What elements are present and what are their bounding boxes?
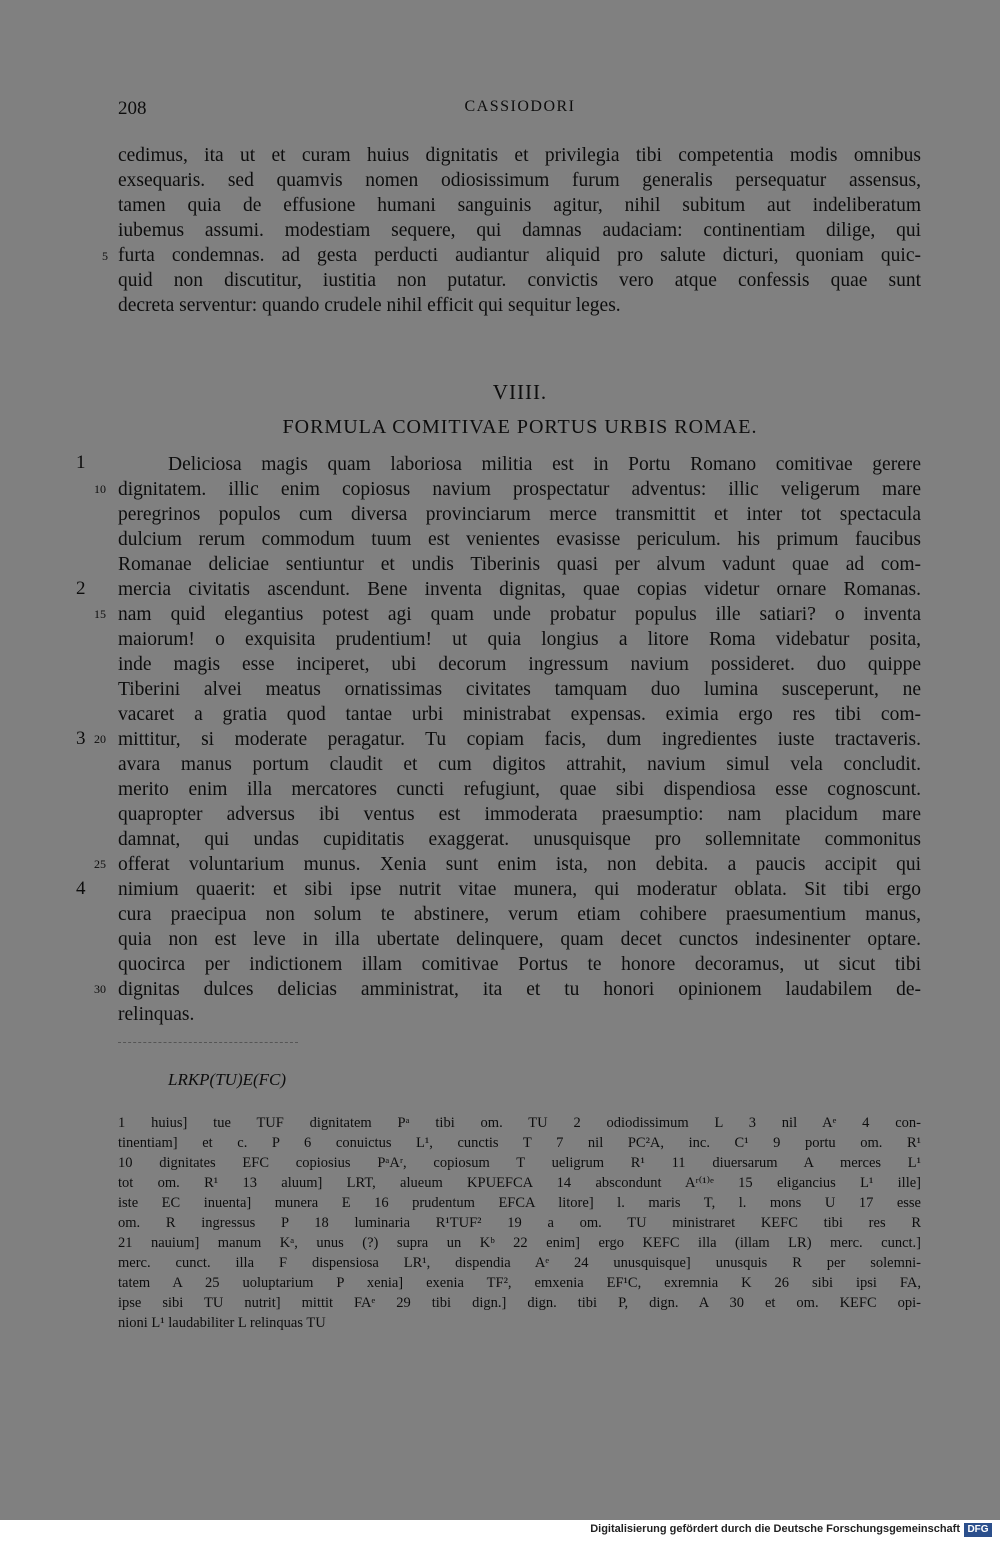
text-line: merito enim illa mercatores cuncti refugiunt, quae sibi dispendiosa esse cognoscunt. bbox=[118, 779, 921, 800]
paragraph-number: 3 bbox=[76, 728, 86, 749]
text-line: exsequaris. sed quamvis nomen odiosissimum furum generalis persequatur assensus, bbox=[118, 170, 921, 191]
text-line: tamen quia de effusione humani sanguinis agitur, nihil subitum aut indeliberatum bbox=[118, 195, 921, 216]
apparatus-line: iste EC inuenta] munera E 16 prudentum EFCA litore] l. maris T, l. mons U 17 esse bbox=[118, 1195, 921, 1211]
text-line: damnat, qui undas cupiditatis exaggerat. unusquisque pro sollemnitate commonitus bbox=[118, 829, 921, 850]
text-line: maiorum! o exquisita prudentium! ut quia longius a litore Roma videbatur posita, bbox=[118, 629, 921, 650]
text-line: offerat voluntarium munus. Xenia sunt enim ista, non debita. a paucis accipit qui bbox=[118, 854, 921, 875]
text-line: nimium quaerit: et sibi ipse nutrit vitae munera, qui moderatur oblata. Sit tibi ergo bbox=[118, 879, 921, 900]
text-line: iubemus assumi. modestiam sequere, qui damnas audaciam: continentiam dilige, qui bbox=[118, 220, 921, 241]
text-line: mittitur, si moderate peragatur. Tu copiam facis, dum ingredientes iuste tractaveris. bbox=[118, 729, 921, 750]
text-line: cura praecipua non solum te abstinere, verum etiam cohibere praesumentium manus, bbox=[118, 904, 921, 925]
paragraph-number: 4 bbox=[76, 878, 86, 899]
line-number: 25 bbox=[94, 857, 106, 871]
line-number: 10 bbox=[94, 482, 106, 496]
text-line: dulcium rerum commodum tuum est venientes evasisse periculum. his primum faucibus bbox=[118, 529, 921, 550]
text-line: cedimus, ita ut et curam huius dignitatis et privilegia tibi competentia modis omnibus bbox=[118, 145, 921, 166]
apparatus-line: 1 huius] tue TUF dignitatem Pᵃ tibi om. TU 2 odiodissimum L 3 nil Aᵉ 4 con- bbox=[118, 1115, 921, 1131]
separator-rule bbox=[118, 1042, 298, 1043]
text-line: mercia civitatis ascendunt. Bene inventa dignitas, quae copias videtur ornare Romanas. bbox=[118, 579, 921, 600]
apparatus-line: nioni L¹ laudabiliter L relinquas TU bbox=[118, 1315, 326, 1331]
text-line: quid non discutitur, iustitia non putatur. convictis vero atque confessis quae sunt bbox=[118, 270, 921, 291]
text-line: quia non est leve in illa ubertate delinquere, quam decet cunctos indesinenter optare. bbox=[118, 929, 921, 950]
text-line: Romanae deliciae sentiuntur et undis Tiberinis quasi per alvum vadunt quae ad com- bbox=[118, 554, 921, 575]
section-number: VIIII. bbox=[492, 380, 548, 404]
apparatus-line: tinentiam] et c. P 6 conuictus L¹, cunctis T 7 nil PC²A, inc. C¹ 9 portu om. R¹ bbox=[118, 1135, 921, 1151]
text-line: nam quid elegantius potest agi quam unde probatur populus ille satiari? o inventa bbox=[118, 604, 921, 625]
apparatus-line: ipse sibi TU nutrit] mittit FAᵉ 29 tibi dign.] dign. tibi P, dign. A 30 et om. KEFC opi- bbox=[118, 1295, 921, 1311]
text-line: decreta serventur: quando crudele nihil efficit qui sequitur leges. bbox=[118, 295, 621, 316]
dfg-logo: DFG bbox=[964, 1523, 992, 1537]
line-number: 30 bbox=[94, 982, 106, 996]
apparatus-line: om. R ingressus P 18 luminaria R¹TUF² 19 a om. TU ministraret KEFC tibi res R bbox=[118, 1215, 921, 1231]
section-title: FORMULA COMITIVAE PORTUS URBIS ROMAE. bbox=[282, 416, 758, 438]
manuscript-sigla: LRKP(TU)E(FC) bbox=[168, 1070, 287, 1089]
apparatus-line: tot om. R¹ 13 aluum] LRT, alueum KPUEFCA 14 abscondunt Aʳ⁽¹⁾ᵉ 15 eligancius L¹ ille] bbox=[118, 1175, 921, 1191]
text-line: dignitatem. illic enim copiosus navium prospectatur adventus: illic veligerum mare bbox=[118, 479, 921, 500]
funding-credit: Digitalisierung gefördert durch die Deutsche Forschungsgemeinschaft bbox=[590, 1523, 960, 1535]
text-line: relinquas. bbox=[118, 1004, 195, 1025]
text-line: vacaret a gratia quod tantae urbi ministrabat expensas. eximia ergo res tibi com- bbox=[118, 704, 921, 725]
text-line: quocirca per indictionem illam comitivae Portus te honore decoramus, ut sicut tibi bbox=[118, 954, 921, 975]
text-line: dignitas dulces delicias amministrat, ita et tu honori opinionem laudabilem de- bbox=[118, 979, 921, 1000]
apparatus-line: tatem A 25 uoluptarium P xenia] exenia TF², emxenia EF¹C, exremnia K 26 sibi ipsi FA, bbox=[118, 1275, 921, 1291]
text-line: furta condemnas. ad gesta perducti audiantur aliquid pro salute dicturi, quoniam quic- bbox=[118, 245, 921, 266]
page-number: 208 bbox=[118, 98, 147, 119]
apparatus-line: 21 nauium] manum Kᵃ, unus (?) supra un Kᵇ 22 enim] ergo KEFC illa (illam LR) merc. cunct.] bbox=[118, 1235, 921, 1251]
line-number: 5 bbox=[102, 249, 108, 263]
line-number: 15 bbox=[94, 607, 106, 621]
text-line: Tiberini alvei meatus ornatissimas civitates tamquam duo lumina susceperunt, ne bbox=[118, 679, 921, 700]
text-line: Deliciosa magis quam laboriosa militia est in Portu Romano comitivae gerere bbox=[168, 454, 921, 475]
paragraph-number: 1 bbox=[76, 452, 86, 473]
apparatus-line: merc. cunct. illa F dispensiosa LR¹, dispendia Aᵉ 24 unusquisque] unusquis R per solemni- bbox=[118, 1255, 921, 1271]
text-line: inde magis esse inciperet, ubi decorum ingressum navium possideret. duo quippe bbox=[118, 654, 921, 675]
running-title: CASSIODORI bbox=[464, 98, 576, 115]
text-line: avara manus portum claudit et cum digitos attrahit, navium simul vela concludit. bbox=[118, 754, 921, 775]
paragraph-number: 2 bbox=[76, 578, 86, 599]
apparatus-line: 10 dignitates EFC copiosius PᵃAʳ, copiosum T ueligrum R¹ 11 diuersarum A merces L¹ bbox=[118, 1155, 921, 1171]
text-line: quapropter adversus ibi ventus est immoderata praesumptio: nam placidum mare bbox=[118, 804, 921, 825]
line-number: 20 bbox=[94, 732, 106, 746]
text-line: peregrinos populos cum diversa provinciarum merce transmittit et inter tot spectacula bbox=[118, 504, 921, 525]
